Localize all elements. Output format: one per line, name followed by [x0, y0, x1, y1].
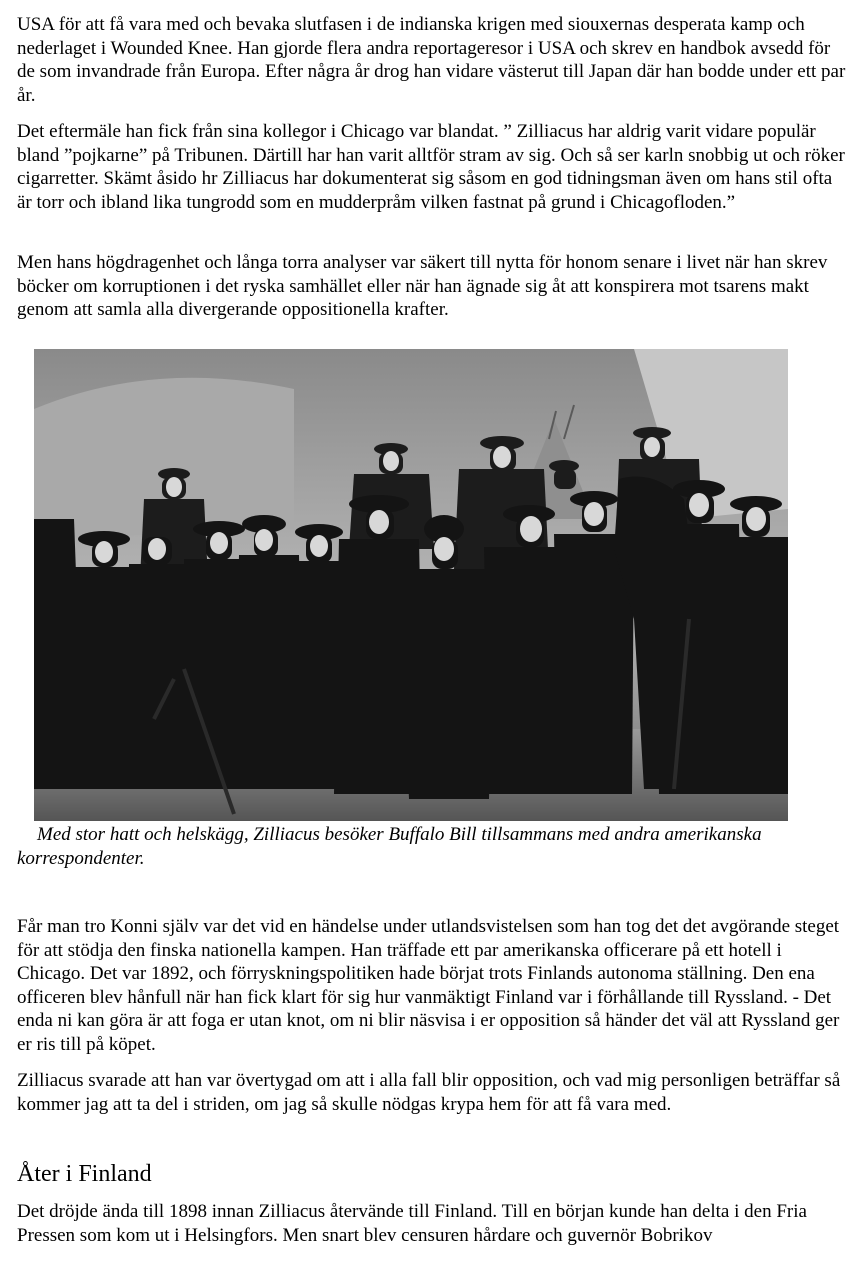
photo-caption: Med stor hatt och helskägg, Zilliacus besöker Buffalo Bill tillsammans med andra amerikanska korrespondenter. [17, 824, 762, 869]
section-heading: Åter i Finland [17, 1161, 152, 1187]
paragraph-wounded-knee: USA för att få vara med och bevaka slutfasen i de indianska krigen med siouxernas desperata kamp och nederlaget i Wounded Knee. Han gjorde flera andra reportageresor i USA och skrev en handbok avsedd för de som invandrade från Europa. Efter några år drog han vidare västerut till Japan där han bodde under ett par år. [17, 14, 846, 106]
paragraph-zilliacus-reply: Zilliacus svarade att han var övertygad om att i alla fall blir opposition, och vad mig personligen beträffar så kommer jag att ta del i striden, om jag så skulle nödgas krypa hem för att få vara med. [17, 1070, 841, 1115]
paragraph-american-officers: Får man tro Konni själv var det vid en händelse under utlandsvistelsen som han tog det det avgörande steget för att stödja den finska nationella kampen. Han träffade ett par amerikanska officerare på ett hotell i Chicago. Det var 1892, och förryskningspolitiken hade börjat trots Finlands autonoma ställning. Den ena officeren blev hånfull när han fick klart för sig hur vanmäktigt Finland var i förhållande till Ryssland. - Det enda ni kan göra är att foga er utan knot, om ni blir näsvisa i er opposition så händer det väl att Ryssland ger er ris till på köpet. [17, 916, 840, 1055]
paragraph-return-finland: Det dröjde ända till 1898 innan Zilliacus återvände till Finland. Till en början kunde han delta i den Fria Pressen som kom ut i Helsingfors. Men snart blev censuren hårdare och guvernör Bobrikov [17, 1201, 807, 1246]
paragraph-haughtiness: Men hans högdragenhet och långa torra analyser var säkert till nytta för honom senare i livet när han skrev böcker om korruptionen i det ryska samhället eller när han ägnade sig åt att konspirera mot tsarens makt genom att samla alla divergerande oppositionella krafter. [17, 252, 828, 320]
paragraph-colleagues-chicago: Det eftermäle han fick från sina kollegor i Chicago var blandat. ” Zilliacus har aldrig varit vidare populär bland ”pojkarne” på Tribunen. Därtill har han varit alltför stram av sig. Och så ser karln snobbig ut och röker cigarretter. Skämt åsido hr Zilliacus har dokumenterat sig såsom en god tidningsman även om hans stil ofta är torr och ibland lika tungrodd som en mudderpråm vilken fastnat på grund i Chicagofloden.” [17, 121, 845, 213]
historical-group-photo [34, 349, 788, 821]
